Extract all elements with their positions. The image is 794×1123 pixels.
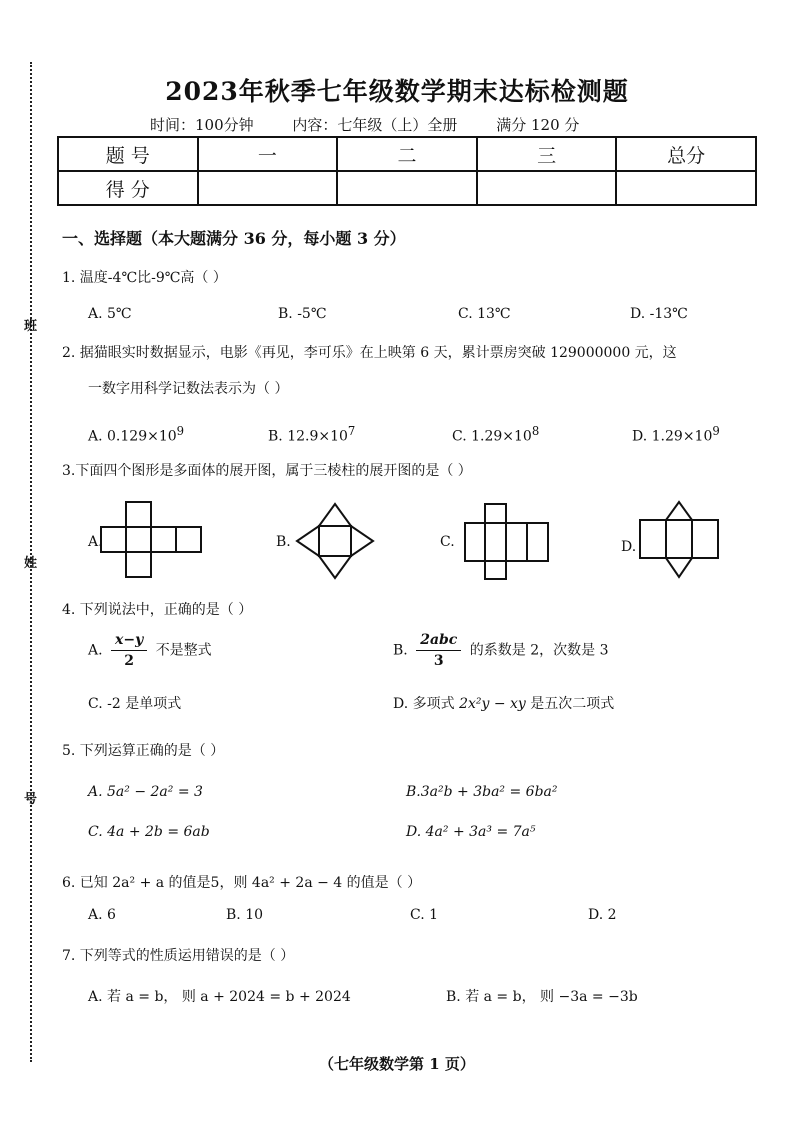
question-2-option-d: D. $1.29\times 10^9$ <box>632 424 720 445</box>
score-row-label: 得 分 <box>58 171 198 205</box>
binding-label-name: 姓 <box>24 556 38 571</box>
question-1-option-c: C. 13℃ <box>458 306 511 322</box>
question-1-option-b: B. -5℃ <box>278 306 327 322</box>
question-2-option-b: B. $12.9\times 10^7$ <box>268 424 356 445</box>
exam-full-score: 满分 120 分 <box>496 116 580 134</box>
binding-label-class: 班 <box>24 319 38 334</box>
question-1-option-a: A. 5℃ <box>88 306 132 322</box>
question-3-label-b: B. <box>276 534 291 550</box>
question-6-option-d: D. 2 <box>588 907 617 923</box>
question-6-option-a: A. 6 <box>88 907 116 923</box>
question-3-label-a: A. <box>88 534 103 550</box>
net-figure-a <box>100 500 206 580</box>
fraction: $\frac{\text{2abc}}{3}$ <box>416 630 461 671</box>
question-3-stem: 3.下面四个图形是多面体的展开图，属于三棱柱的展开图的是（ ） <box>62 463 472 479</box>
net-figure-b <box>295 502 377 580</box>
score-header-cell: 三 <box>477 137 617 171</box>
question-2-option-c: C. $1.29\times 10^8$ <box>452 424 540 445</box>
score-cell <box>477 171 617 205</box>
score-header-cell: 题 号 <box>58 137 198 171</box>
question-5-option-c: C. 4a + 2b = 6ab <box>88 824 210 840</box>
score-header-cell: 总分 <box>616 137 756 171</box>
score-table <box>57 136 757 206</box>
page-footer: （七年级数学第 1 页） <box>319 1055 475 1073</box>
question-3-label-c: C. <box>440 534 455 550</box>
question-5-option-b: B.3a²b + 3ba² = 6ba² <box>406 784 558 800</box>
net-figure-c <box>464 502 554 580</box>
question-6-stem: 6. 已知 2a² + a 的值是5，则 4a² + 2a − 4 的值是（ ） <box>62 875 422 891</box>
exam-content: 内容：七年级（上）全册 <box>292 116 458 134</box>
score-cell <box>198 171 338 205</box>
question-6-option-b: B. 10 <box>226 907 264 923</box>
score-header-cell: 一 <box>198 137 338 171</box>
question-4-option-d: D. 多项式 2x²y − xy 是五次二项式 <box>393 696 615 712</box>
score-table-row <box>58 171 756 205</box>
question-1-stem: 1. 温度-4℃比-9℃高（ ） <box>62 270 227 286</box>
question-7-option-b: B. 若 a = b， 则 −3a = −3b <box>446 989 638 1005</box>
fraction: $\frac{x-y}{2}$ <box>111 630 147 671</box>
exam-title: 2023年秋季七年级数学期末达标检测题 <box>165 77 629 106</box>
score-cell <box>337 171 477 205</box>
exam-time: 时间：100分钟 <box>150 116 254 134</box>
question-4-stem: 4. 下列说法中，正确的是（ ） <box>62 602 253 618</box>
question-2-stem: 2. 据猫眼实时数据显示，电影《再见，李可乐》在上映第 6 天，累计票房突破 129000000 元，这 <box>62 345 677 361</box>
question-7-option-a: A. 若 a = b， 则 a + 2024 = b + 2024 <box>88 989 351 1005</box>
question-4-option-a: A. $\frac{x-y}{2}$ 不是整式 <box>88 632 212 669</box>
net-figure-d <box>638 500 722 580</box>
exam-info <box>150 114 613 135</box>
question-5-option-d: D. 4a² + 3a³ = 7a⁵ <box>406 824 536 840</box>
question-6-option-c: C. 1 <box>410 907 439 923</box>
question-2-stem-cont: 一数字用科学记数法表示为（ ） <box>88 381 289 397</box>
question-7-stem: 7. 下列等式的性质运用错误的是（ ） <box>62 948 295 964</box>
score-table-header <box>58 137 756 171</box>
question-4-option-b: B. $\frac{\text{2abc}}{3}$ 的系数是 2，次数是 3 <box>393 632 609 669</box>
question-3-label-d: D. <box>621 539 637 555</box>
question-4-option-c: C. -2 是单项式 <box>88 696 182 712</box>
question-5-option-a: A. 5a² − 2a² = 3 <box>88 784 203 800</box>
question-5-stem: 5. 下列运算正确的是（ ） <box>62 743 225 759</box>
binding-label-number: 号 <box>24 792 38 807</box>
score-header-cell: 二 <box>337 137 477 171</box>
section-heading: 一、选择题（本大题满分 36 分，每小题 3 分） <box>62 229 406 248</box>
question-1-option-d: D. -13℃ <box>630 306 688 322</box>
score-cell <box>616 171 756 205</box>
question-2-option-a: A. $0.129\times 10^9$ <box>88 424 185 445</box>
